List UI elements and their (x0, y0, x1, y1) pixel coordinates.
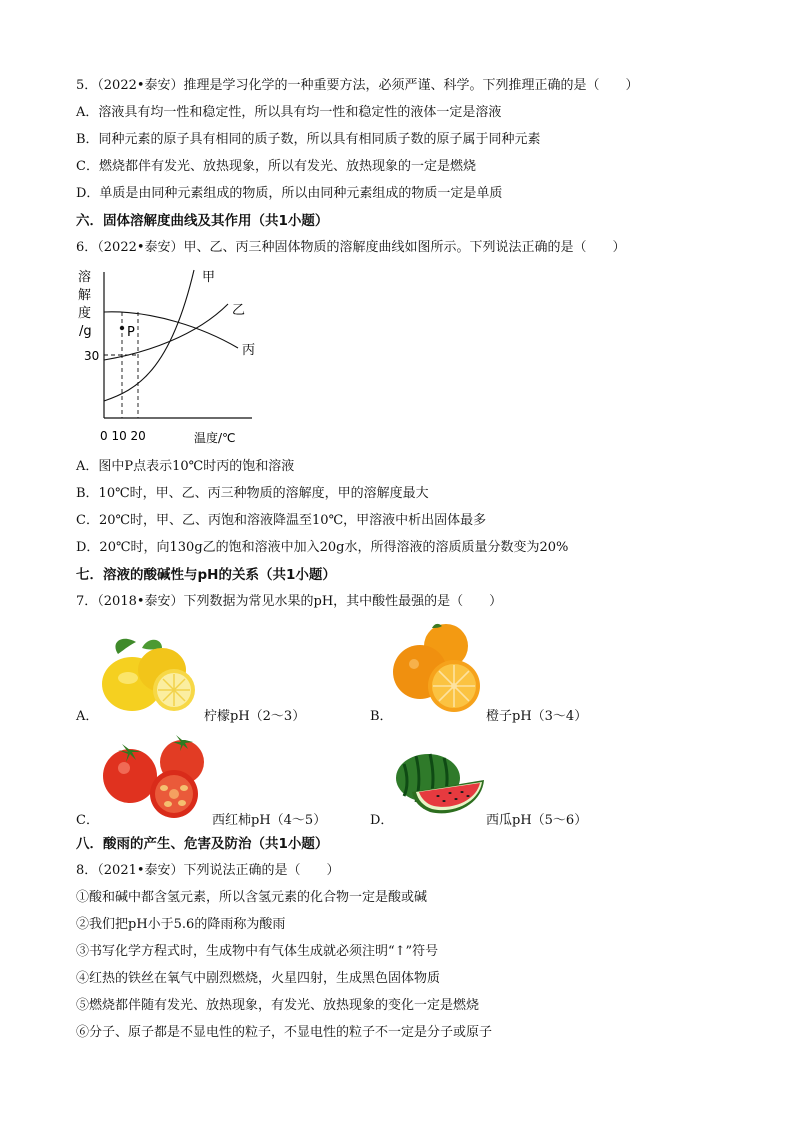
q7-option-b-letter: B． (370, 709, 393, 724)
ylabel-char-2: 解 (78, 288, 92, 303)
orange-icon (392, 622, 484, 714)
q7-option-c-letter: C． (76, 813, 99, 828)
label-jia: 甲 (202, 270, 216, 285)
q7-option-d-label: 西瓜pH（5～6） (486, 813, 588, 828)
ylabel-char-3: 度 (78, 306, 92, 321)
section-8-heading: 八．酸雨的产生、危害及防治（共1小题） (76, 836, 329, 852)
curve-bing (104, 312, 238, 348)
q5-option-c: C．燃烧都伴有发光、放热现象，所以有发光、放热现象的一定是燃烧 (76, 159, 476, 174)
q8-stem: 8．（2021•泰安）下列说法正确的是（ ） (76, 863, 340, 878)
watermelon-icon (394, 752, 486, 818)
y-tick-30: 30 (84, 349, 100, 363)
q6-stem: 6．（2022•泰安）甲、乙、丙三种固体物质的溶解度曲线如图所示。下列说法正确的是（ ） (76, 240, 626, 255)
q8-item-4: ④红热的铁丝在氧气中剧烈燃烧，火星四射，生成黑色固体物质 (76, 971, 441, 986)
q7-option-c-label: 西红柿pH（4～5） (212, 813, 327, 828)
q8-item-6: ⑥分子、原子都是不显电性的粒子，不显电性的粒子不一定是分子或原子 (76, 1025, 493, 1040)
point-p (120, 326, 124, 330)
x-ticks: 0 10 20 (100, 429, 146, 443)
solubility-chart (74, 266, 274, 452)
q6-option-b: B．10℃时，甲、乙、丙三种物质的溶解度，甲的溶解度最大 (76, 486, 429, 501)
ylabel-char-1: 溶 (78, 270, 92, 285)
q6-option-d: D．20℃时，向130g乙的饱和溶液中加入20g水，所得溶液的溶质质量分数变为20% (76, 540, 569, 555)
q5-option-a: A．溶液具有均一性和稳定性，所以具有均一性和稳定性的液体一定是溶液 (76, 105, 502, 120)
q5-option-b: B．同种元素的原子具有相同的质子数，所以具有相同质子数的原子属于同种元素 (76, 132, 541, 147)
q7-option-d-letter: D． (370, 813, 394, 828)
q7-option-a-letter: A． (76, 709, 99, 724)
q6-option-a: A．图中P点表示10℃时丙的饱和溶液 (76, 459, 295, 474)
curve-jia (104, 270, 194, 401)
q8-item-3: ③书写化学方程式时，生成物中有气体生成就必须注明“↑”符号 (76, 944, 439, 959)
q5-option-d: D．单质是由同种元素组成的物质，所以由同种元素组成的物质一定是单质 (76, 186, 503, 201)
q6-option-c: C．20℃时，甲、乙、丙饱和溶液降温至10℃，甲溶液中析出固体最多 (76, 513, 487, 528)
section-6-heading: 六．固体溶解度曲线及其作用（共1小题） (76, 213, 329, 229)
q8-item-2: ②我们把pH小于5.6的降雨称为酸雨 (76, 917, 286, 932)
point-p-label: P (127, 325, 135, 340)
section-7-heading: 七．溶液的酸碱性与pH的关系（共1小题） (76, 567, 336, 583)
label-bing: 丙 (242, 343, 256, 358)
q7-option-b-label: 橙子pH（3～4） (486, 709, 588, 724)
q5-stem: 5．（2022•泰安）推理是学习化学的一种重要方法，必须严谨、科学。下列推理正确的是（ ） (76, 78, 639, 93)
q8-item-1: ①酸和碱中都含氢元素，所以含氢元素的化合物一定是酸或碱 (76, 890, 428, 905)
label-yi: 乙 (232, 303, 246, 318)
tomato-icon (100, 734, 208, 820)
x-axis-label: 温度/℃ (194, 431, 236, 445)
q7-option-a-label: 柠檬pH（2～3） (204, 709, 306, 724)
q8-item-5: ⑤燃烧都伴随有发光、放热现象，有发光、放热现象的变化一定是燃烧 (76, 998, 480, 1013)
lemon-icon (98, 632, 200, 714)
q7-stem: 7．（2018•泰安）下列数据为常见水果的pH，其中酸性最强的是（ ） (76, 594, 503, 609)
ylabel-char-4: /g (79, 324, 92, 339)
